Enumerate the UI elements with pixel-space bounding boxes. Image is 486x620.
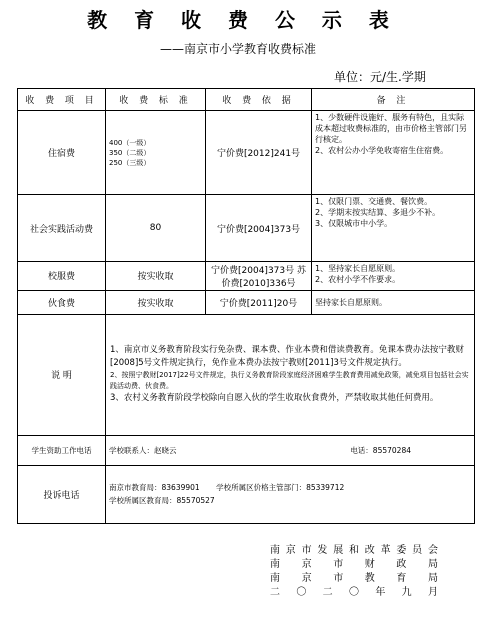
fee-table (17, 88, 475, 524)
fee-notes (312, 195, 475, 261)
fee-basis: 宁价费[2004]373号 (206, 195, 312, 261)
issuer-line: 南 京 市 教 育 局 (270, 573, 438, 584)
issuer-block (270, 544, 438, 600)
table-row (18, 111, 475, 195)
aid-content (106, 435, 475, 465)
fee-standard: 按实收取 (106, 290, 206, 314)
fee-basis: 宁价费[2004]373号 苏价费[2010]336号 (206, 261, 312, 290)
explain-content (106, 315, 475, 436)
item-name: 社会实践活动费 (18, 195, 106, 261)
table-row (18, 261, 475, 290)
header-basis: 收 费 依 据 (206, 89, 312, 111)
note-line: 1、仅限门票、交通费、餐饮费。 (315, 197, 433, 207)
aid-row (18, 435, 475, 465)
note-line: 2、学期末按实结算、多退少不补。 (315, 208, 441, 218)
fee-standard (106, 111, 206, 195)
fee-level: 250（三级） (109, 158, 151, 167)
table-row (18, 290, 475, 314)
item-name: 住宿费 (18, 111, 106, 195)
explain-paragraph: 2、按照宁教财[2017]22号文件规定，执行义务教育阶段家庭经济困难学生教育费用减免政策，减免项目包括社会实践活动费、伙食费。 (110, 371, 469, 391)
note-line: 3、仅限城市中小学。 (315, 219, 393, 229)
fee-notes (312, 111, 475, 195)
fee-basis: 宁价费[2012]241号 (206, 111, 312, 195)
explain-row (18, 315, 475, 436)
aid-phone: 电话：85570284 (350, 445, 411, 455)
header-standard: 收 费 标 准 (106, 89, 206, 111)
issue-date: 二 〇 二 〇 年 九 月 (270, 587, 438, 598)
fee-level: 400（一级） (109, 138, 151, 147)
issuer-line: 南 京 市 财 政 局 (270, 559, 438, 570)
complaint-phone: 南京市教育局：83639901 (109, 483, 200, 493)
unit-label: 单位：元/生.学期 (334, 70, 426, 84)
header-item: 收 费 项 目 (18, 89, 106, 111)
fee-basis: 宁价费[2011]20号 (206, 290, 312, 314)
table-row (18, 195, 475, 261)
fee-standard: 按实收取 (106, 261, 206, 290)
fee-notes (312, 261, 475, 290)
complaint-phone: 学校所属区教育局：85570527 (109, 496, 215, 506)
complaint-content (106, 465, 475, 523)
explain-paragraph: 1、南京市义务教育阶段实行免杂费、课本费、作业本费和借读费教育。免课本费办法按宁教财[2008]5号文件规定执行，免作业本费办法按宁教财[2011]3号文件规定执行。 (110, 345, 464, 369)
aid-contact: 学校联系人：赵晓云 (109, 445, 177, 455)
complaint-label: 投诉电话 (18, 465, 106, 523)
note-line: 1、坚持家长自愿原则。 (315, 263, 401, 273)
explain-paragraph: 3、农村义务教育阶段学校除向自愿入伙的学生收取伙食费外，严禁收取其他任何费用。 (110, 393, 439, 404)
page-subtitle: ——南京市小学教育收费标准 (160, 42, 317, 56)
aid-label: 学生资助工作电话 (18, 435, 106, 465)
explain-label: 说 明 (18, 315, 106, 436)
item-name: 校服费 (18, 261, 106, 290)
note-line: 1、少数硬件设施好、服务有特色，且实际成本超过收费标准的，由市价格主管部门另行核定。 (315, 113, 467, 145)
complaint-phone: 学校所属区价格主管部门：85339712 (216, 483, 345, 493)
fee-notes: 坚持家长自愿原则。 (312, 290, 475, 314)
fee-standard: 80 (106, 195, 206, 261)
note-line: 2、农村公办小学免收寄宿生住宿费。 (315, 146, 449, 156)
complaint-row (18, 465, 475, 523)
header-notes: 备 注 (312, 89, 475, 111)
header-row (18, 89, 475, 111)
item-name: 伙食费 (18, 290, 106, 314)
fee-level: 350（二级） (109, 148, 151, 157)
note-line: 2、农村小学不作要求。 (315, 274, 401, 284)
issuer-line: 南 京 市 发 展 和 改 革 委 员 会 (270, 545, 438, 556)
page-title: 教 育 收 费 公 示 表 (87, 8, 399, 32)
